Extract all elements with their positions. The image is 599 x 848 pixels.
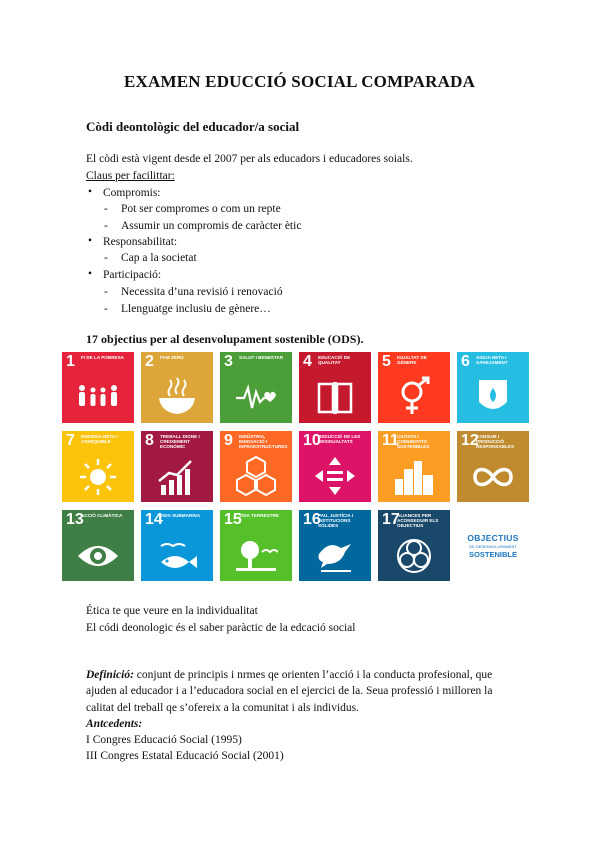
dash-icon: - — [104, 286, 108, 298]
equality-icon — [313, 455, 357, 497]
antecedent-item: III Congres Estatal Educació Social (2001) — [86, 750, 284, 762]
sdg-grid — [62, 352, 530, 581]
intro-text: El còdi està vigent desde el 2007 per als educadors i educadores soials. — [86, 153, 413, 165]
infinity-icon — [471, 455, 515, 497]
definicio-line-3: calitat del treball qe s’ofereix a la comunitat i als individus. — [86, 702, 360, 714]
fish-icon — [155, 534, 199, 576]
definicio-line-1 — [86, 669, 492, 681]
dash-icon: - — [104, 252, 108, 264]
sub-item: Assumir un compromis de caràcter ètic — [121, 220, 302, 232]
sdg-tile-3: 3 SALUT I BENESTAR — [220, 352, 292, 423]
section-heading-codi: Còdi deontològic del educador/a social — [86, 119, 300, 134]
item-label: Participació: — [103, 269, 162, 281]
growth-chart-icon — [155, 455, 199, 497]
heartbeat-icon — [234, 376, 278, 418]
page-title: EXAMEN EDUCCIÓ SOCIAL COMPARADA — [123, 72, 476, 91]
definicio-line-2: ajuden al educador i a l’educadora social en el ejercici de la. Seua professió i milloren la — [86, 685, 493, 697]
sub-item: Pot ser compromes o com un repte — [121, 203, 281, 215]
sdg-tile-9: 9 INDÚSTRIA, INNOVACIÓ I INFRAESTRUCTURES — [220, 431, 292, 502]
dash-icon: - — [104, 203, 108, 215]
sdg-tile-12: 12 CONSUM I PRODUCCIÓ RESPONSABLES — [457, 431, 529, 502]
sdg-tile-1: 1 FI DE LA POBRESA — [62, 352, 134, 423]
etica-line-1: Ética te que veure en la individualitat — [86, 605, 258, 617]
antecedents-label: Antcedents: — [86, 718, 143, 730]
sdg-logo: OBJECTIUS DE DESENVOLUPAMENT SOSTENIBLE — [457, 510, 529, 581]
bullet-icon: • — [88, 235, 93, 247]
bowl-icon — [155, 376, 199, 418]
sub-item: Necessita d’una revisió i renovació — [121, 286, 283, 298]
definicio-text: conjunt de principis i nrmes qe orienten l’acció i la conducta profesional, que — [133, 669, 493, 681]
sub-item: Cap a la societat — [121, 252, 197, 264]
sdg-tile-11: 11 CIUTATS I COMUNITATS SOSTENIBLES — [378, 431, 450, 502]
gender-icon — [392, 376, 436, 418]
book-icon — [313, 376, 357, 418]
bullet-icon: • — [88, 268, 93, 280]
sdg-tile-13: 13 ACCIÓ CLIMÀTICA — [62, 510, 134, 581]
sdg-tile-14: 14 VIDA SUBMARINA — [141, 510, 213, 581]
sub-item: Llenguatge inclusiu de gènere… — [121, 303, 271, 315]
dash-icon: - — [104, 303, 108, 315]
claus-label: Claus per facilittar: — [86, 170, 175, 182]
rings-icon — [392, 534, 436, 576]
antecedent-item: I Congres Educació Social (1995) — [86, 734, 242, 746]
water-icon — [471, 376, 515, 418]
sun-icon — [76, 455, 120, 497]
city-icon — [392, 455, 436, 497]
sdg-tile-10: 10 REDUCCIÓ DE LES DESIGUALTATS — [299, 431, 371, 502]
dove-icon — [313, 534, 357, 576]
etica-line-2: El códi deonologic és el saber paràctic de la edcació social — [86, 622, 356, 634]
sdg-tile-17: 17 ALIANCES PER ACONSEGUIR ELS OBJECTIUS — [378, 510, 450, 581]
sdg-tile-16: 16 PAU, JUSTÍCIA I INSTITUCIONS SÒLIDES — [299, 510, 371, 581]
section-heading-ods: 17 objectius per al desenvolupament sostenible (ODS). — [86, 332, 364, 346]
item-label: Responsabilitat: — [103, 236, 178, 248]
dash-icon: - — [104, 220, 108, 232]
eye-globe-icon — [76, 534, 120, 576]
sdg-tile-4: 4 EDUCACIÓ DE QUALITAT — [299, 352, 371, 423]
cubes-icon — [234, 455, 278, 497]
definicio-label: Definició: — [86, 669, 134, 681]
sdg-tile-2: 2 FAM ZERO — [141, 352, 213, 423]
tree-icon — [234, 534, 278, 576]
family-icon — [76, 376, 120, 418]
bullet-icon: • — [88, 186, 93, 198]
sdg-tile-15: 15 VIDA TERRESTRE — [220, 510, 292, 581]
sdg-tile-6: 6 AIGUA NETA I SANEJAMENT — [457, 352, 529, 423]
sdg-tile-5: 5 IGUALTAT DE GÈNERE — [378, 352, 450, 423]
sdg-tile-7: 7 ENERGIA NETA I ASSEQUIBLE — [62, 431, 134, 502]
sdg-tile-8: 8 TREBALL DIGNE I CREIXEMENT ECONÒMIC — [141, 431, 213, 502]
item-label: Compromis: — [103, 187, 161, 199]
